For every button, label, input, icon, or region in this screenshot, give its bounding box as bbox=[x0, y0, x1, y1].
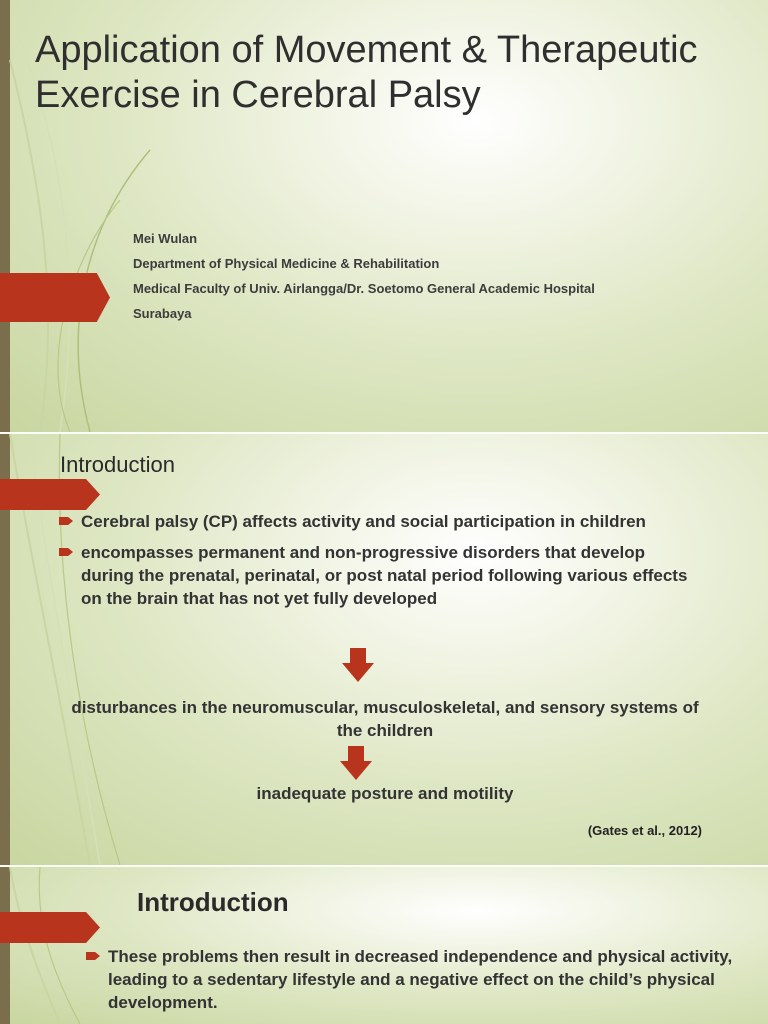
citation: (Gates et al., 2012) bbox=[587, 823, 702, 838]
accent-tab bbox=[0, 273, 110, 322]
bullet-list bbox=[59, 510, 699, 618]
author-department: Department of Physical Medicine & Rehabilitation bbox=[133, 256, 440, 271]
flow-step: disturbances in the neuromuscular, musculoskeletal, and sensory systems of the children bbox=[71, 698, 699, 740]
author-block bbox=[133, 230, 595, 330]
author-name: Mei Wulan bbox=[133, 231, 198, 246]
bullet-text: encompasses permanent and non-progressive disorders that develop during the prenatal, perinatal, or post natal period following various effects on the brain that has not yet fully developed bbox=[81, 543, 688, 608]
arrow-bullet-icon bbox=[59, 517, 73, 525]
list-item bbox=[59, 510, 699, 533]
down-arrow-icon bbox=[342, 648, 374, 682]
list-item bbox=[59, 541, 699, 610]
accent-tab bbox=[0, 479, 100, 510]
arrow-bullet-icon bbox=[86, 952, 100, 960]
slide-introduction-2 bbox=[0, 867, 768, 1024]
slide-introduction-1 bbox=[0, 434, 768, 865]
arrow-bullet-icon bbox=[59, 548, 73, 556]
bullet-list bbox=[86, 945, 746, 1022]
section-heading: Introduction bbox=[137, 887, 289, 917]
slide-title-text: Application of Movement & Therapeutic Exercise in Cerebral Palsy bbox=[35, 29, 698, 116]
bullet-text: Cerebral palsy (CP) affects activity and social participation in children bbox=[81, 512, 646, 531]
list-item bbox=[86, 945, 746, 1014]
author-city: Surabaya bbox=[133, 306, 192, 321]
accent-tab bbox=[0, 912, 100, 943]
bullet-text: These problems then result in decreased independence and physical activity, leading to a sedentary lifestyle and a negative effect on the child’s physical development. bbox=[108, 947, 733, 1012]
section-heading: Introduction bbox=[60, 452, 175, 477]
down-arrow-icon bbox=[340, 746, 372, 780]
flow-step: inadequate posture and motility bbox=[256, 784, 514, 803]
slide-title bbox=[0, 0, 768, 432]
author-institution: Medical Faculty of Univ. Airlangga/Dr. Soetomo General Academic Hospital bbox=[133, 281, 595, 296]
